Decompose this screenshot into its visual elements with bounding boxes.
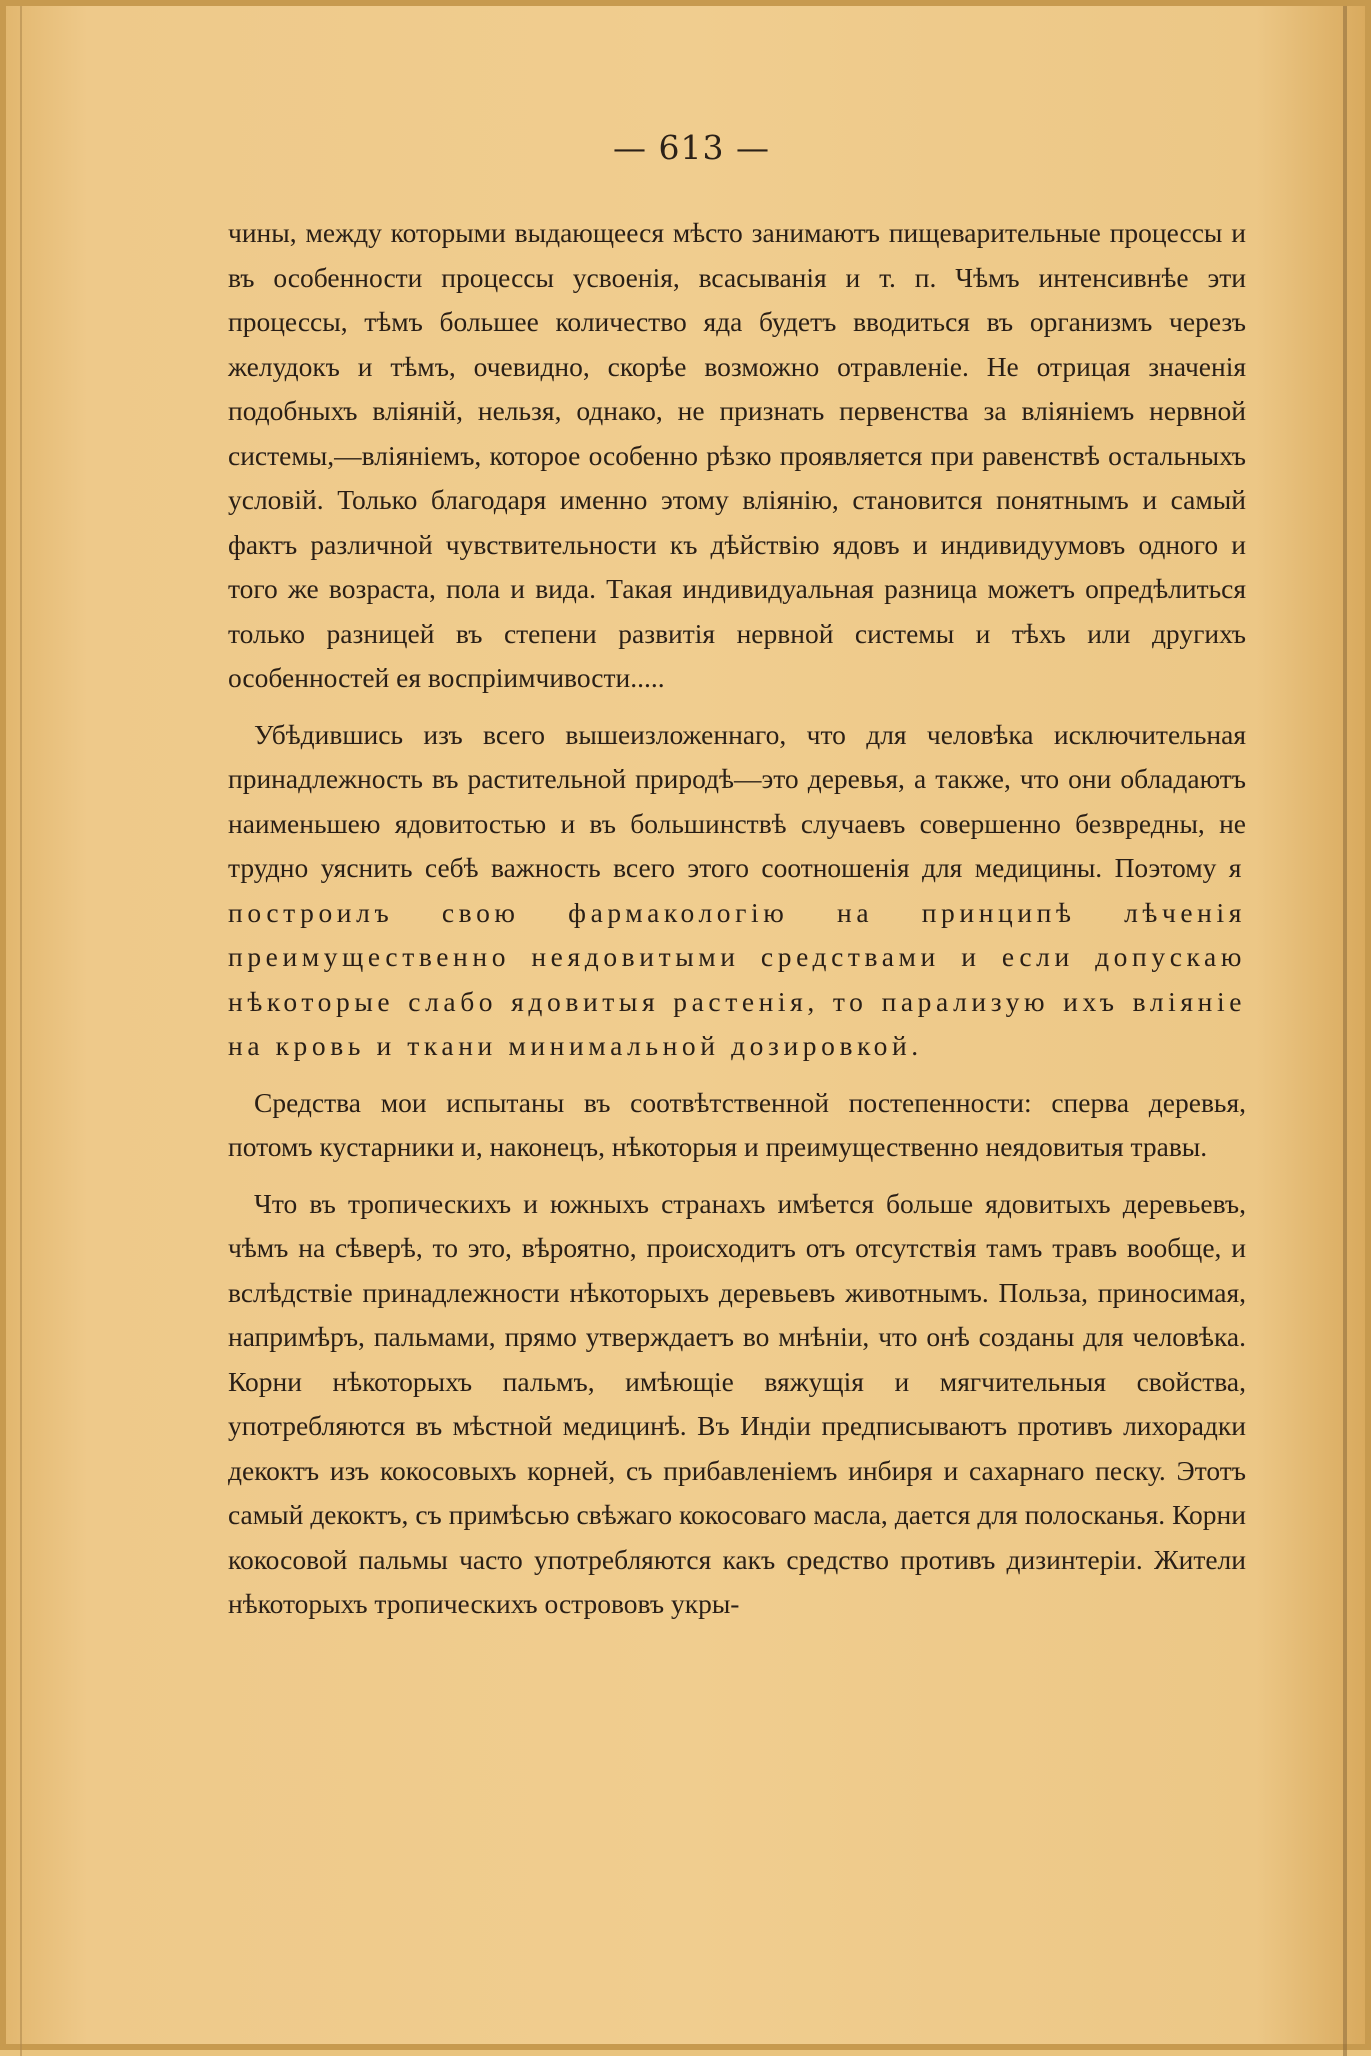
page-number: — 613 — [613,128,770,167]
page-left-edge [20,6,22,2056]
paragraph-1: чины, между которыми выдающееся мѣсто занимаютъ пищеварительные процессы и въ особенности процессы усвоенія, всасыванія и т. п. Чѣмъ интенсивнѣе эти процессы, тѣмъ большее количество яда будетъ вводиться въ организмъ черезъ желудокъ и тѣмъ, очевидно, скорѣе возможно отравленіе. Не отрицая значенія подобныхъ вліяній, нельзя, однако, не признать первенства за вліяніемъ нервной системы,—вліяніемъ, которое особенно рѣзко проявляется при равенствѣ остальныхъ условій. Только благодаря именно этому вліянію, становится понятнымъ и самый фактъ различной чувствительности къ дѣйствію ядовъ и индивидуумовъ одного и того же возраста, пола и вида. Такая индивидуальная разница можетъ опредѣлиться только разницей въ степени развитія нервной системы и тѣхъ или другихъ особенностей ея воспріимчивости..... [228,217,1246,693]
paragraph-2-text: Убѣдившись изъ всего вышеизложеннаго, что для человѣка исключительная принадлежность въ растительной природѣ—это деревья, а также, что они обладаютъ наименьшею ядовитостью и въ большинствѣ случаевъ совершенно безвредны, не трудно уяснить себѣ важность всего этого соотношенія для медицины. Поэтому [228,718,1246,883]
page-right-edge [1343,6,1347,2056]
paragraph-2-spaced-emphasis: я построилъ свою фармакологію на принципѣ лѣченія преимущественно неядовитыми средствами и если допускаю нѣкоторые слабо ядовитыя растенія, то парализую ихъ вліяніе на кровь и ткани минимальной дозировкой. [228,852,1246,1061]
paragraph-2 [228,713,1246,1069]
body-text [228,211,1246,1627]
paragraph-3: Средства мои испытаны въ соотвѣтственной постепенности: сперва деревья, потомъ кустарники и, наконецъ, нѣкоторыя и преимущественно неядовитыя травы. [228,1086,1246,1162]
paragraph-4: Что въ тропическихъ и южныхъ странахъ имѣется больше ядовитыхъ деревьевъ, чѣмъ на сѣверѣ, то это, вѣроятно, происходитъ отъ отсутствія тамъ травъ вообще, и вслѣдствіе принадлежности нѣкоторыхъ деревьевъ животнымъ. Польза, приносимая, напримѣръ, пальмами, прямо утверждаетъ во мнѣніи, что онѣ созданы для человѣка. Корни нѣкоторыхъ пальмъ, имѣющіе вяжущія и мягчительныя свойства, употребляются въ мѣстной медицинѣ. Въ Индіи предписываютъ противъ лихорадки декоктъ изъ кокосовыхъ корней, съ прибавленіемъ инбиря и сахарнаго песку. Этотъ самый декоктъ, съ примѣсью свѣжаго кокосоваго масла, дается для полосканья. Корни кокосовой пальмы часто употребляются какъ средство противъ дизинтеріи. Жители нѣкоторыхъ тропическихъ острововъ укры- [228,1187,1246,1619]
